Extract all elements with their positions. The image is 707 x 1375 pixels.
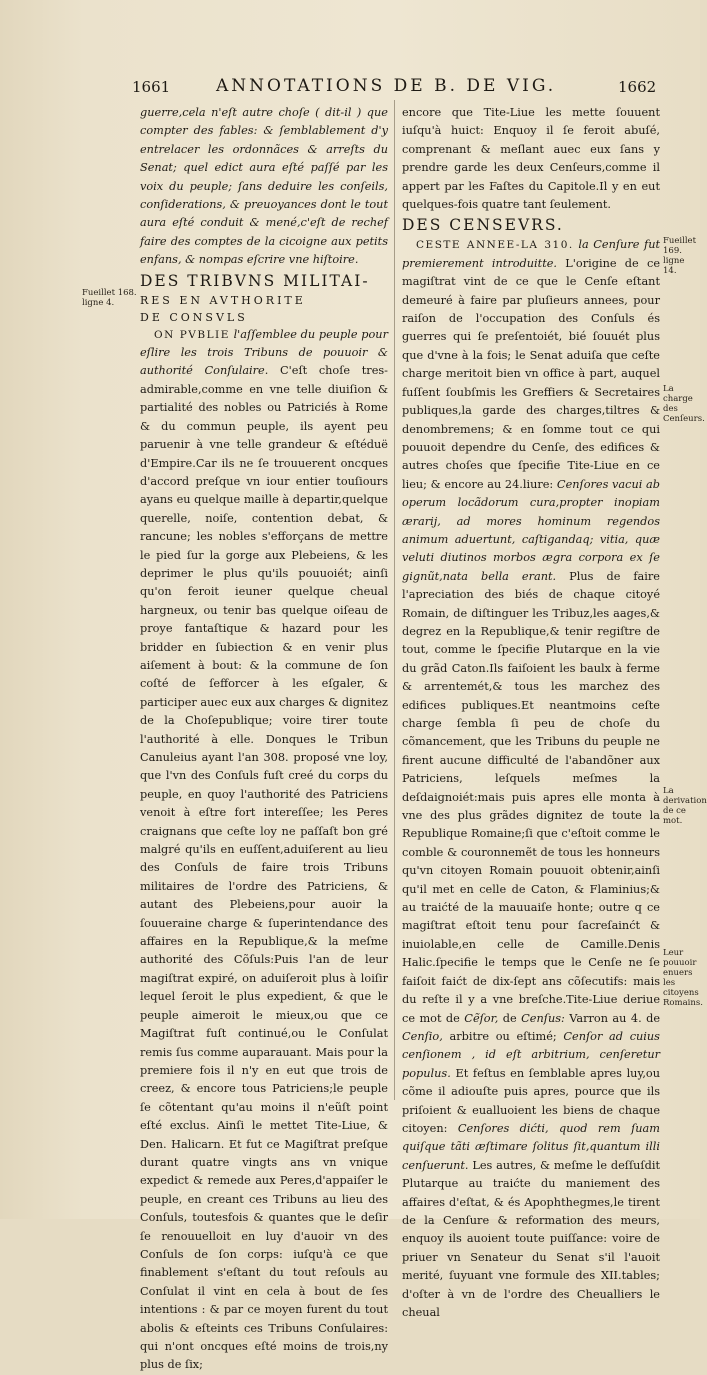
- latin-quotation: Cenſores dićti, quod rem ſuam quiſque tãti æſtimare ſolitus ſit,quantum illi cenſuerunt.: [402, 1121, 660, 1172]
- margin-note-right-4: Leur pouuoir enuers les citoyens Romains.: [663, 948, 703, 1008]
- page-number-right: 1662: [618, 78, 657, 96]
- paragraph-censeurs: [402, 236, 660, 1322]
- paragraph-lead-italic: la Cenſure fut premierement introduitte.: [402, 238, 661, 270]
- page-number-left: 1661: [132, 78, 171, 96]
- paragraph-body: Varron au 4. de: [569, 1011, 661, 1025]
- latin-term: Cẽſor,: [464, 1011, 499, 1025]
- paragraph-body: Les autres, & meſme le deſſuſdit Plutarque au traićte du maniement des affaires d'eſtat, & és Apophthegmes,le tirent de la Cenſure & reformation des meurs, enquoy ils auoient toute puiſſance: voire de priuer vn Senateur du Senat s'il l'auoit merité, ſuyuant vne formule des XII.tables; d'oſter à vn de l'ordre des Cheualliers le cheual: [402, 1158, 660, 1319]
- right-column: [402, 104, 660, 1322]
- section-heading-line3: DE CONSVLS: [140, 310, 248, 324]
- paragraph-lead-words: CESTE ANNEE-LA 310.: [416, 239, 574, 252]
- intro-paragraph-right: encore que Tite-Liue les mette ſouuent iuſqu'à huict: Enquoy il ſe feroit abuſé, comprenant & meſlant auec eux ſans y prendre garde les deux Cenſeurs,comme il appert par les Faſtes du Capitole.Il y en eut quelques-fois quatre tant ſeulement.: [402, 106, 660, 212]
- column-divider: [394, 100, 395, 1100]
- margin-note-left: Fueillet 168. ligne 4.: [82, 288, 137, 308]
- section-heading-censeurs: DES CENSEVRS.: [402, 216, 564, 235]
- latin-term: Cenſio,: [402, 1029, 443, 1043]
- paragraph-body: arbitre ou eſtimé;: [449, 1029, 557, 1043]
- page-header: [0, 78, 700, 102]
- margin-note-right-2: La charge des Cenſeurs.: [663, 384, 705, 424]
- section-heading-tribuns: DES TRIBVNS MILITAI-: [140, 271, 370, 290]
- paragraph-body: C'eſt choſe tres-admirable,comme en vne telle diuiſion & partialité des nobles ou Patriciés à Rome & du commun peuple, ils ayent peu paruenir à vne telle grandeur & eſtéduë d'Empire.Car ils ne ſe trouuerent oncques d'accord preſque vn iour entier touſiours ayans eu quelque maille à departir,quelque querelle, noiſe, contention debat, & rancune; les nobles s'efforçans de mettre le pied ſur la gorge aux Plebeiens, & les deprimer le plus qu'ils pouuoiét; ainſi qu'on feroit ieuner quelque cheual hargneux, ou tenir bas quelque oiſeau de proye fantaſtique & hazard pour les bridder en ſubiection & en venir plus aiſement à bout: & la commune de ſon coſté de ſefforcer à les eſgaler, & participer auec eux aux charges & dignitez de la Choſepublique; voire tirer toute l'authorité à elle. Donques le Tribun Canuleius ayant l'an 308. proposé vne loy, que l'vn des Conſuls fuſt creé du corps du peuple, en quoy l'authorité des Patriciens venoit à eſtre fort intereſſee; les Peres craignans que ceſte loy ne paſſaſt bon gré malgré qu'ils en euſſent,aduiſerent au lieu des Conſuls de faire trois Tribuns militaires de l'ordre des Patriciens, & autant des Plebeiens,pour auoir la ſouueraine charge & ſuperintendance des affaires en la Republique,& la meſme authorité des Cõſuls:Puis l'an de leur magiſtrat expiré, on aduiſeroit plus à loiſir lequel ſeroit le plus expedient, & que le peuple aimeroit le mieux,ou que ce Magiſtrat fuſt continué,ou le Conſulat remis ſus comme auparauant. Mais pour la premiere fois il n'y en eut que trois de creez, & encore tous Patriciens;le peuple ſe cõtentant qu'au moins il n'eũſt point eſté exclus. Ainſi le mettet Tite-Liue, & Den. Halicarn. Et fut ce Magiſtrat preſque durant quatre vingts ans vn vnique expedict & remede aux Peres,d'appaiſer le peuple, en creant ces Tribuns au lieu des Conſuls, toutesfois & quantes que le deſir ſe renouuelloit en luy d'auoir vn des Conſuls de ſon corps: iuſqu'à ce que finablement s'eſtant du tout reſouls au Conſulat il vint en cela à bout de ſes intentions : & par ce moyen furent du tout abolis & eſteints ces Tribuns Conſulaires: qui n'ont oncques eſté moins de trois,ny plus de ſix;: [140, 364, 388, 1372]
- margin-note-right-3: La derivation de ce mot.: [663, 786, 707, 826]
- latin-term: Cenſus:: [521, 1011, 565, 1025]
- latin-quotation: Cenſor ad cuius cenſionem , id eſt arbitrium, cenſeretur populus.: [402, 1029, 660, 1080]
- paragraph-lead-words: ON PVBLIE: [154, 328, 230, 341]
- paragraph-body: Et feſtus en ſemblable apres luy,ou cõme il adiouſte puis apres, pource que ils priſoient & eualluoient les biens de chaque citoyen:: [402, 1066, 661, 1135]
- intro-paragraph-left: guerre,cela n'eſt autre choſe ( dit-il ) que compter des fables: & ſemblablement d'y entrelacer les ordonnãces & arreſts du Senat; quel edict aura eſté paſſé par les voix du peuple; ſans deduire les conſeils, conſiderations, & preuoyances dont le tout aura eſté conduit & mené,c'eſt de rechef faire des comptes de la cicoigne aux petits enfans, & nompas eſcrire vne hiſtoire.: [140, 106, 388, 267]
- latin-quotation: Cenſores vacui ab operum locãdorum cura,propter inopiam ærarij, ad mores hominum regendos animum aduertunt, caſtigandaq; vitia, quæ veluti diutinos morbos ægra corpora ex ſe gignũt,nata bella erant.: [402, 477, 661, 583]
- section-heading-line2: RES EN AVTHORITE: [140, 293, 306, 307]
- paragraph-tribuns: [140, 326, 388, 1375]
- paragraph-body: L'origine de ce magiſtrat vint de ce que le Cenſe eſtant demeuré à faire par pluſieurs annees, pour raiſon de l'occupation des Conſuls és guerres qui ſe preſentoiét, bié ſouuét plus que d'vne à la fois; le Senat aduiſa que ceſte charge meritoit bien vn office à part, auquel fuſſent ſoubſmis les Greffiers & Secretaires publiques,la garde des charges,tiltres & denombremens; & en ſomme tout ce qui pouuoit dependre du Cenſe, des edifices & autres choſes que ſpecifie Tite-Liue en ce lieu; & encore au 24.liure:: [402, 256, 661, 491]
- running-title: ANNOTATIONS DE B. DE VIG.: [216, 76, 557, 96]
- paragraph-lead-italic: l'aſſemblee du peuple pour eſlire les trois Tribuns de pouuoir & authorité Conſulaire.: [140, 327, 388, 378]
- left-column: [140, 104, 388, 1375]
- paragraph-body: de: [502, 1011, 517, 1025]
- margin-note-right-1: Fueillet 169. ligne 14.: [663, 236, 697, 276]
- paragraph-body: Plus de faire l'apreciation des biés de chaque citoyé Romain, de diſtinguer les Tribuz,les aages,& degrez en la Republique,& tenir regiſtre de tout, comme le ſpecifie Plutarque en la vie du grãd Caton.Ils faiſoient les baulx à ferme & arrentemét,& tous les marchez des edifices publiques.Et neantmoins ceſte charge ſembla ſi peu de choſe du cõmancement, que les Tribuns du peuple ne firent aucune difficulté de l'abandõner aux Patriciens, leſquels meſmes la deſdaignoiét:mais puis apres elle monta à vne des plus grãdes dignitez de toute la Republique Romaine;ſi que c'eſtoit comme le comble & couronnemẽt de tous les honneurs qu'vn citoyen Romain pouuoit obtenir,ainſi qu'il met en celle de Caton, & Flaminius;& au traićté de la mauuaiſe honte; outre q ce magiſtrat eſtoit tenu pour ſacreſainćt & inuiolable,en celle de Camille.Denis Halic.ſpecifie le temps que le Cenſe ne ſe faiſoit faićt de dix-ſept ans cõſecutifs: mais du reſte il y a vne breſche.Tite-Liue deriue ce mot de: [402, 569, 660, 1025]
